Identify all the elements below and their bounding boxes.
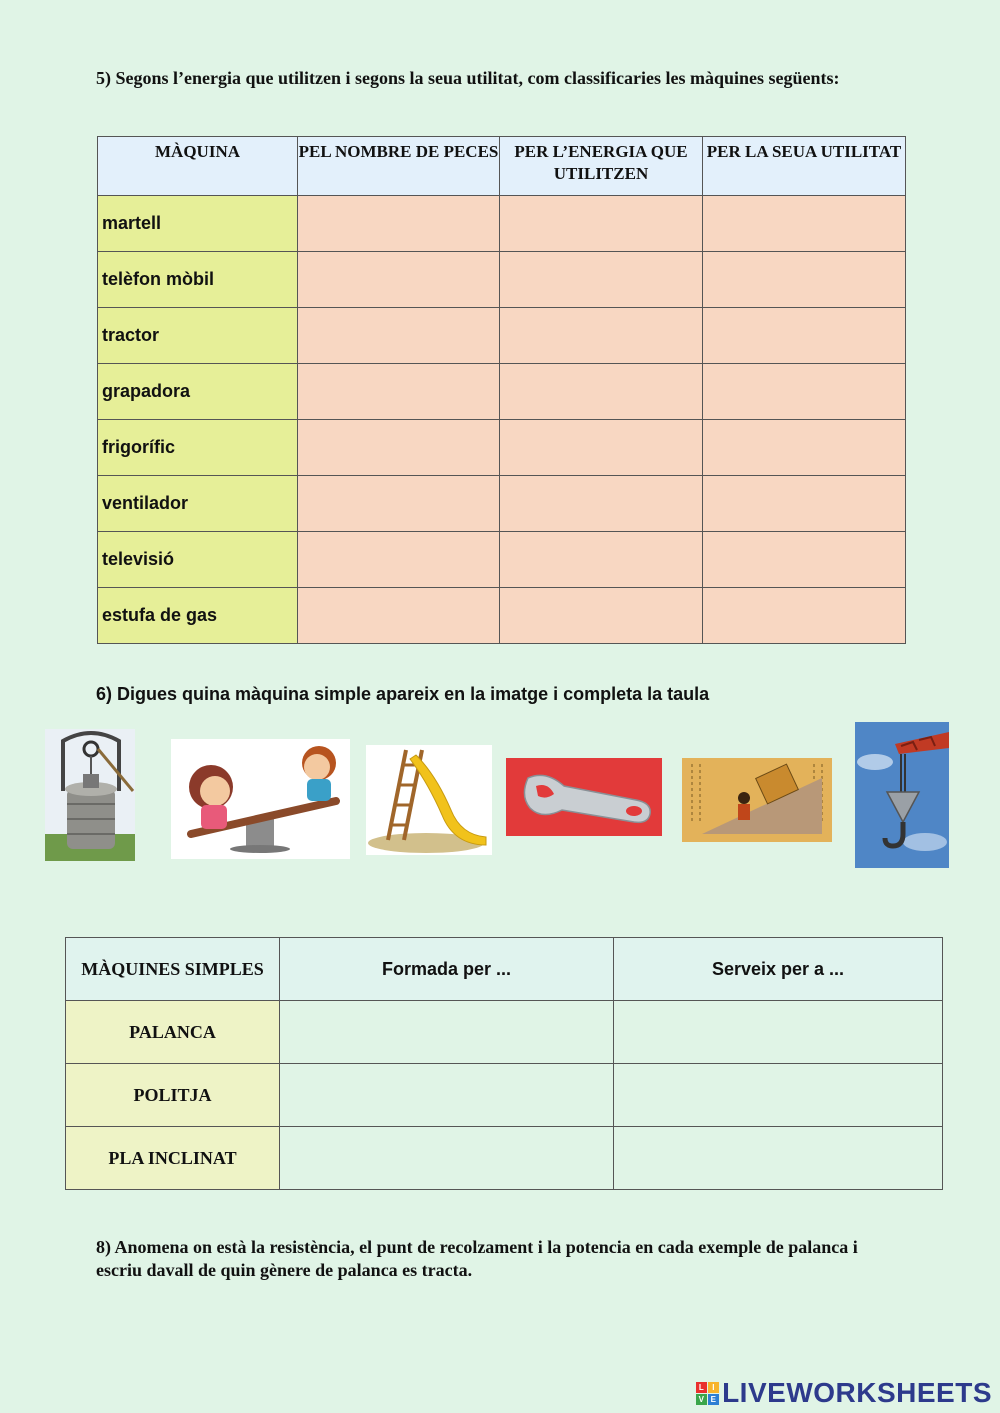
answer-cell[interactable]: [280, 1064, 614, 1127]
header-utility: PER LA SEUA UTILITAT: [703, 137, 906, 196]
table-row: [98, 308, 906, 364]
header-formed-by: Formada per ...: [280, 938, 614, 1001]
question-6-title: 6) Digues quina màquina simple apareix en la imatge i completa la taula: [96, 684, 710, 704]
answer-cell[interactable]: [280, 1127, 614, 1190]
answer-cell[interactable]: [298, 196, 500, 252]
answer-cell[interactable]: [500, 588, 703, 644]
answer-cell[interactable]: [298, 532, 500, 588]
seesaw-image: [171, 739, 350, 859]
answer-cell[interactable]: [703, 588, 906, 644]
machine-label: ventilador: [98, 476, 298, 532]
answer-cell[interactable]: [614, 1127, 943, 1190]
simple-machine-label: PLA INCLINAT: [66, 1127, 280, 1190]
machine-label: martell: [98, 196, 298, 252]
answer-cell[interactable]: [298, 476, 500, 532]
answer-cell[interactable]: [703, 476, 906, 532]
answer-cell[interactable]: [298, 308, 500, 364]
answer-cell[interactable]: [703, 532, 906, 588]
answer-cell[interactable]: [614, 1064, 943, 1127]
question-5-title: 5) Segons l’energia que utilitzen i segons la seua utilitat, com classificaries les màquines següents:: [96, 68, 840, 88]
answer-cell[interactable]: [703, 308, 906, 364]
bottle-opener-image: [506, 758, 662, 836]
table-row: [98, 420, 906, 476]
header-used-for: Serveix per a ...: [614, 938, 943, 1001]
table-row: [98, 532, 906, 588]
logo-letter: I: [708, 1382, 719, 1393]
crane-hook-image: [855, 722, 949, 868]
answer-cell[interactable]: [500, 532, 703, 588]
answer-cell[interactable]: [703, 252, 906, 308]
answer-cell[interactable]: [298, 364, 500, 420]
table-row: [98, 196, 906, 252]
answer-cell[interactable]: [703, 196, 906, 252]
answer-cell[interactable]: [500, 476, 703, 532]
machine-label: estufa de gas: [98, 588, 298, 644]
answer-cell[interactable]: [703, 364, 906, 420]
answer-cell[interactable]: [500, 308, 703, 364]
machine-label: grapadora: [98, 364, 298, 420]
header-simple-machines: MÀQUINES SIMPLES: [66, 938, 280, 1001]
simple-machine-label: PALANCA: [66, 1001, 280, 1064]
liveworksheets-logo-icon: [696, 1382, 719, 1405]
answer-cell[interactable]: [500, 420, 703, 476]
table-row: [66, 1001, 943, 1064]
inclined-plane-egypt-image: [682, 758, 832, 842]
header-pieces: PEL NOMBRE DE PECES: [298, 137, 500, 196]
table-row: [98, 588, 906, 644]
well-pulley-image: [45, 729, 135, 861]
answer-cell[interactable]: [298, 252, 500, 308]
table-row: [66, 1127, 943, 1190]
table-header-row: [66, 938, 943, 1001]
header-machine: MÀQUINA: [98, 137, 298, 196]
slide-image: [366, 745, 492, 855]
table-row: [98, 476, 906, 532]
answer-cell[interactable]: [500, 252, 703, 308]
answer-cell[interactable]: [614, 1001, 943, 1064]
logo-letter: L: [696, 1382, 707, 1393]
simple-machine-label: POLITJA: [66, 1064, 280, 1127]
machine-label: telèfon mòbil: [98, 252, 298, 308]
answer-cell[interactable]: [500, 196, 703, 252]
machine-label: televisió: [98, 532, 298, 588]
answer-cell[interactable]: [280, 1001, 614, 1064]
table-header-row: [98, 137, 906, 196]
table-row: [98, 252, 906, 308]
header-energy: PER L’ENERGIA QUE UTILITZEN: [500, 137, 703, 196]
answer-cell[interactable]: [298, 588, 500, 644]
classification-table: [97, 136, 906, 644]
table-row: [66, 1064, 943, 1127]
answer-cell[interactable]: [500, 364, 703, 420]
question-8-title: 8) Anomena on està la resistència, el punt de recolzament i la potencia en cada exemple de palanca i escriu davall de quin gènere de palanca es tracta.: [96, 1237, 858, 1280]
simple-machines-table: [65, 937, 943, 1190]
machine-label: tractor: [98, 308, 298, 364]
answer-cell[interactable]: [298, 420, 500, 476]
logo-letter: V: [696, 1394, 707, 1405]
brand-name: LIVEWORKSHEETS: [722, 1377, 992, 1408]
liveworksheets-brand[interactable]: [696, 1377, 992, 1409]
answer-cell[interactable]: [703, 420, 906, 476]
logo-letter: E: [708, 1394, 719, 1405]
table-row: [98, 364, 906, 420]
machine-label: frigorífic: [98, 420, 298, 476]
